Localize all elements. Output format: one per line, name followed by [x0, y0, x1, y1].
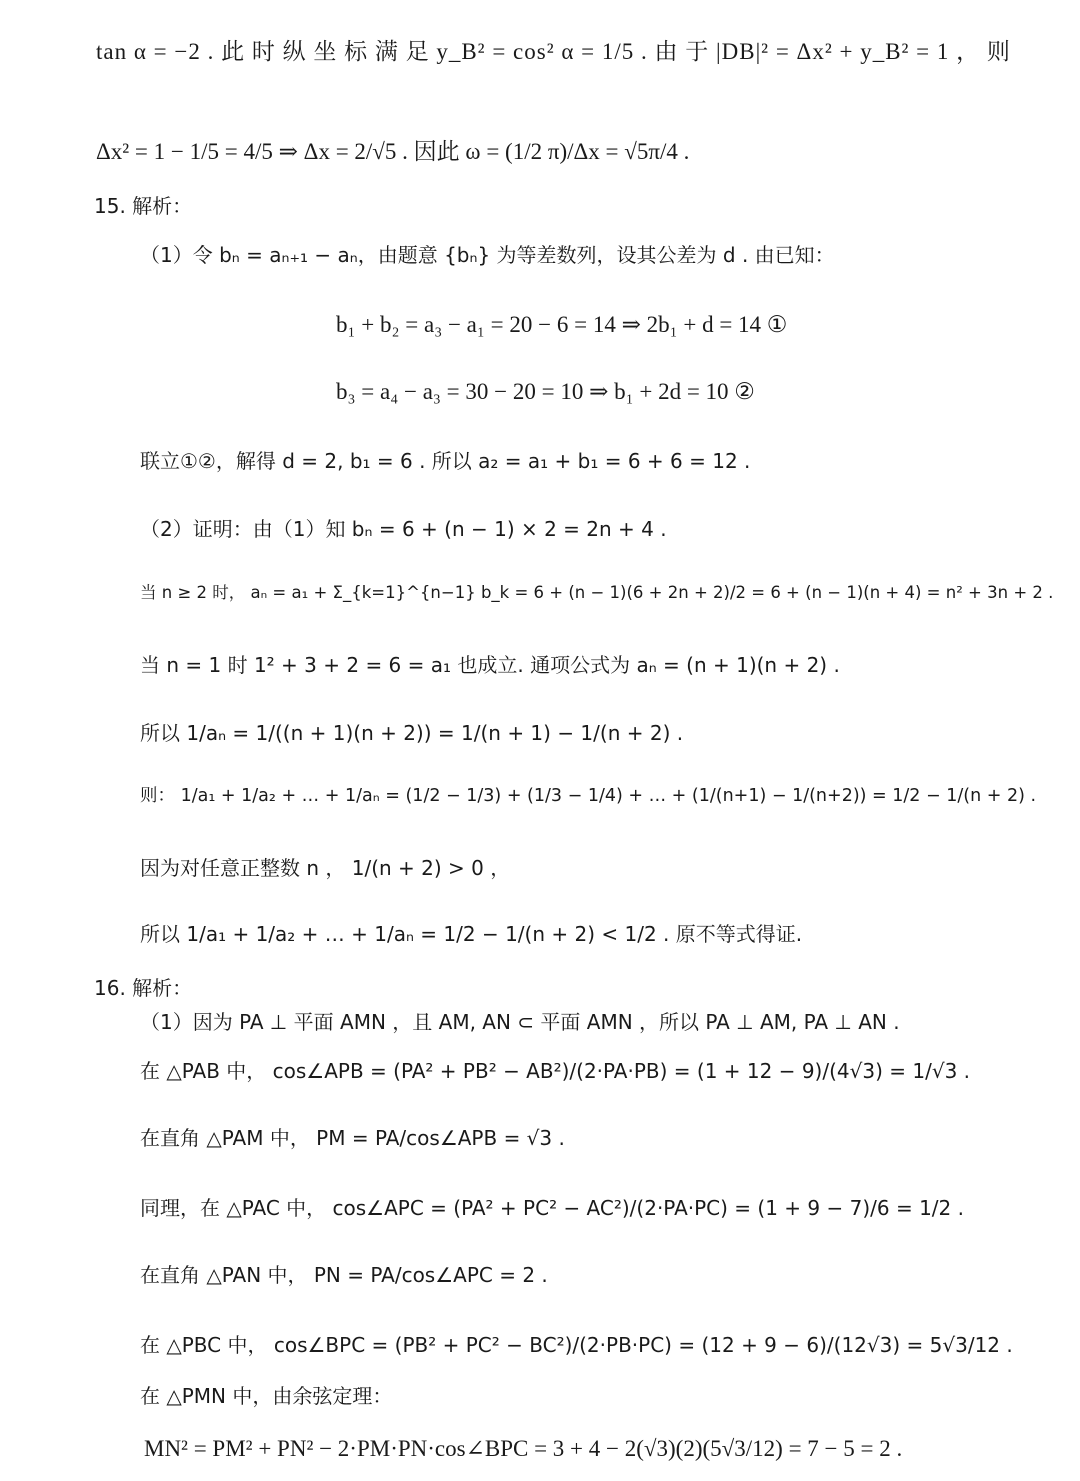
- equation-line: b₃ = a₄ − a₃ = 30 − 20 = 10 ⇒ b₁ + 2d = 10 ②: [336, 379, 755, 404]
- text-line: 同理，在 △PAC 中， cos∠APC = (PA² + PC² − AC²)/(2·PA·PC) = (1 + 9 − 7)/6 = 1/2 .: [140, 1196, 964, 1220]
- equation-line: MN² = PM² + PN² − 2·PM·PN·cos∠BPC = 3 + 4 − 2(√3)(2)(5√3/12) = 7 − 5 = 2 .: [144, 1436, 903, 1461]
- text-line: tan α = −2 . 此 时 纵 坐 标 满 足 y_B² = cos² α = 1/5 . 由 于 |DB|² = Δx² + y_B² = 1 ， 则: [96, 39, 1011, 64]
- text-line: 则： 1/a₁ + 1/a₂ + … + 1/aₙ = (1/2 − 1/3) + (1/3 − 1/4) + … + (1/(n+1) − 1/(n+2)) = 1/2 − 1/(n + 2) .: [140, 786, 1037, 806]
- equation-line: b₁ + b₂ = a₃ − a₁ = 20 − 6 = 14 ⇒ 2b₁ + d = 14 ①: [336, 312, 788, 337]
- section-heading: 15. 解析：: [94, 194, 193, 218]
- text-line: 因为对任意正整数 n ， 1/(n + 2) > 0 ，: [140, 856, 511, 880]
- text-line: 在直角 △PAN 中， PN = PA/cos∠APC = 2 .: [140, 1263, 548, 1287]
- text-line: 联立①②，解得 d = 2, b₁ = 6 . 所以 a₂ = a₁ + b₁ = 6 + 6 = 12 .: [140, 449, 751, 473]
- section-heading: 16. 解析：: [94, 976, 193, 1000]
- text-line: 当 n = 1 时 1² + 3 + 2 = 6 = a₁ 也成立. 通项公式为 aₙ = (n + 1)(n + 2) .: [140, 653, 840, 677]
- text-line: 在 △PMN 中，由余弦定理：: [140, 1384, 393, 1408]
- text-line: 在 △PAB 中， cos∠APB = (PA² + PB² − AB²)/(2·PA·PB) = (1 + 12 − 9)/(4√3) = 1/√3 .: [140, 1059, 971, 1083]
- text-line: 所以 1/a₁ + 1/a₂ + … + 1/aₙ = 1/2 − 1/(n + 2) < 1/2 . 原不等式得证.: [140, 922, 803, 946]
- text-line: （2）证明：由（1）知 bₙ = 6 + (n − 1) × 2 = 2n + 4 .: [140, 517, 667, 541]
- text-line: 所以 1/aₙ = 1/((n + 1)(n + 2)) = 1/(n + 1) − 1/(n + 2) .: [140, 721, 684, 745]
- text-line: 在直角 △PAM 中， PM = PA/cos∠APB = √3 .: [140, 1126, 565, 1150]
- text-line: Δx² = 1 − 1/5 = 4/5 ⇒ Δx = 2/√5 . 因此 ω = (1/2 π)/Δx = √5π/4 .: [96, 139, 690, 164]
- text-line: 当 n ≥ 2 时， aₙ = a₁ + Σ_{k=1}^{n−1} b_k = 6 + (n − 1)(6 + 2n + 2)/2 = 6 + (n − 1)(n + 4) = n² + 3n + 2 .: [140, 583, 1054, 602]
- text-line: 在 △PBC 中， cos∠BPC = (PB² + PC² − BC²)/(2·PB·PC) = (12 + 9 − 6)/(12√3) = 5√3/12 .: [140, 1333, 1013, 1357]
- text-line: （1）因为 PA ⊥ 平面 AMN ，且 AM, AN ⊂ 平面 AMN ，所以 PA ⊥ AM, PA ⊥ AN .: [140, 1010, 900, 1034]
- text-line: （1）令 bₙ = aₙ₊₁ − aₙ，由题意 {bₙ} 为等差数列，设其公差为 d . 由已知：: [140, 243, 835, 267]
